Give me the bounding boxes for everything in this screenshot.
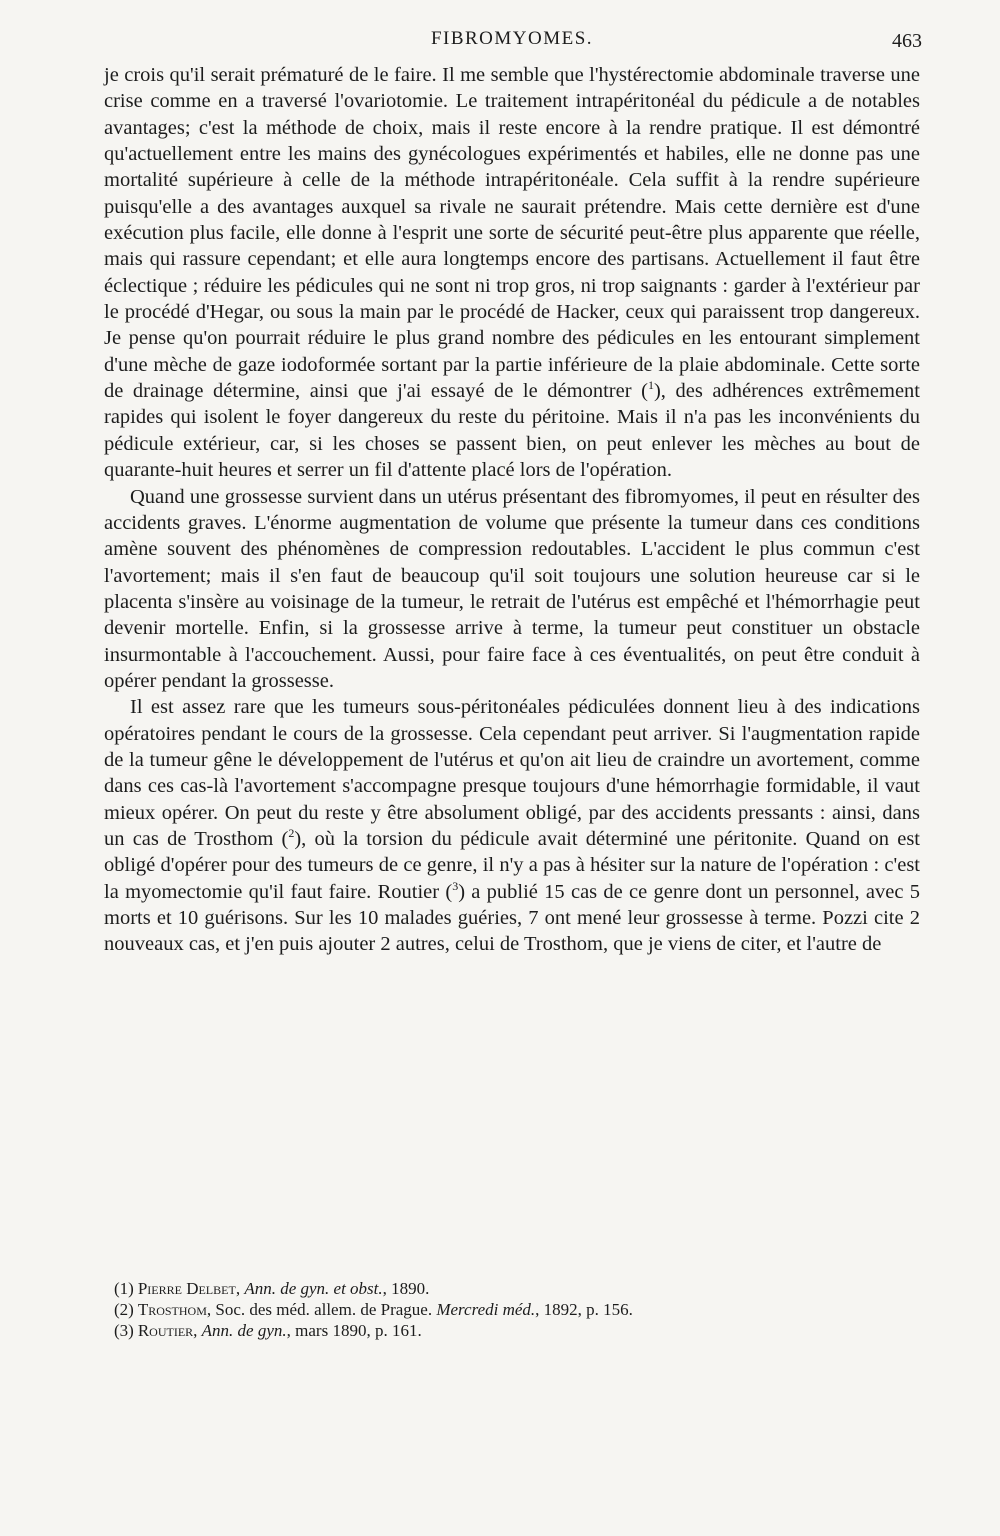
running-head: [104, 24, 920, 52]
footnote-1: [114, 1278, 894, 1299]
footnote-author: Pierre Delbet: [137, 1279, 236, 1298]
footnote-2: [114, 1299, 894, 1320]
running-title: FIBROMYOMES.: [430, 28, 594, 49]
footnotes: [114, 1278, 894, 1341]
footnote-ref-2: 2: [288, 826, 295, 841]
footnote-author: Routier: [137, 1321, 194, 1340]
footnote-journal: Ann. de gyn. et obst.: [244, 1279, 383, 1298]
footnote-mark: (2): [114, 1300, 134, 1319]
footnote-journal: Mercredi méd.: [436, 1300, 536, 1319]
paragraph-3-text-a: Il est assez rare que les tumeurs sous-péritonéales pédiculées donnent lieu à des indications opératoires pendant le cours de la grossesse. Cela cependant peut arriver. Si l'augmentation rapide de la tumeur gêne le développement de l'utérus et qu'on ait lieu de craindre un avortement, comme dans ces cas-là l'avortement s'accompagne presque toujours d'une hémorrhagie formidable, il vaut mieux opérer. On peut du reste y être absolument obligé, par des accidents pressants : ainsi, dans un cas de Trosthom (: [104, 696, 920, 850]
paragraph-3-text-c: ) a publié 15 cas de ce genre dont un personnel, avec 5 morts et 10 guérisons. Sur les 10 malades guéries, 7 ont mené leur grossesse à terme. Pozzi cite 2 nouveaux cas, et j'en puis ajouter 2 autres, celui de Trosthom, que je viens de citer, et l'autre de: [104, 880, 920, 956]
footnote-journal: Ann. de gyn.: [201, 1321, 287, 1340]
footnote-separator: ,: [235, 1279, 245, 1298]
footnote-separator: , Soc. des méd. allem. de Prague.: [206, 1300, 437, 1319]
paragraph-2: Quand une grossesse survient dans un utérus présentant des fibromyomes, il peut en résulter des accidents graves. L'énorme augmentation de volume que présente la tumeur dans ces conditions amène souvent des phénomènes de compression redoutables. L'accident le plus commun c'est l'avortement; mais il s'en faut de beaucoup qu'il soit toujours une solution heureuse car si le placenta s'insère au voisinage de la tumeur, le retrait de l'utérus est empêché et l'hémorrhagie peut devenir mortelle. Enfin, si la grossesse arrive à terme, la tumeur peut constituer un obstacle insurmontable à l'accouchement. Aussi, pour faire face à ces éventualités, on peut être conduit à opérer pendant la grossesse.: [104, 485, 920, 692]
footnote-rest: , mars 1890, p. 161.: [286, 1321, 422, 1340]
footnote-3: [114, 1320, 894, 1341]
paragraph-3: [104, 694, 920, 957]
footnote-mark: (3): [114, 1321, 134, 1340]
footnote-ref-3: 3: [452, 878, 459, 893]
paragraph-1-text-a: je crois qu'il serait prématuré de le faire. Il me semble que l'hystérectomie abdominale traverse une crise comme en a traversé l'ovariotomie. Le traitement intrapéritonéal du pédicule a de notables avantages; c'est la méthode de choix, mais il reste encore à la rendre pratique. Il est démontré qu'actuellement entre les mains des gynécologues expérimentés et habiles, elle ne donne pas une mortalité supérieure à celle de la méthode intrapéritonéale. Cela suffit à la rendre supérieure puisqu'elle a des avantages auxquel sa rivale ne saurait prétendre. Mais cette dernière est d'une exécution plus facile, elle donne à l'esprit une sorte de sécurité peut-être plus apparente que réelle, mais qui rassure cependant; et elle aura longtemps encore des partisans. Actuellement il faut être éclectique ; réduire les pédicules qui ne sont ni trop gros, ni trop saignants : garder à l'extérieur par le procédé d'Hegar, ou sous la main par le procédé de Hacker, ceux qui paraissent trop dangereux. Je pense qu'on pourrait réduire le plus grand nombre des pédicules en les entourant simplement d'une mèche de gaze iodoformée sortant par la partie inférieure de la plaie abdominale. Cette sorte de drainage détermine, ainsi que j'ai essayé de le démontrer (: [104, 64, 920, 403]
body-text: [104, 62, 920, 958]
paragraph-3-text-b: ), où la torsion du pédicule avait déterminé une péritonite. Quand on est obligé d'opérer pour des tumeurs de ce genre, il n'y a pas à hésiter sur la nature de l'opération : c'est la myomectomie qu'il faut faire. Routier (: [104, 827, 920, 903]
footnote-ref-1: 1: [647, 378, 654, 393]
footnote-rest: , 1890.: [382, 1279, 430, 1298]
page-number: 463: [892, 30, 922, 52]
paragraph-1-text-b: ), des adhérences extrêmement rapides qui isolent le foyer dangereux du reste du péritoine. Mais il n'a pas les inconvénients du pédicule extérieur, car, si les choses se passent bien, on peut enlever les mèches au bout de quarante-huit heures et serrer un fil d'attente placé lors de l'opération.: [104, 380, 921, 482]
footnote-mark: (1): [114, 1279, 134, 1298]
paragraph-1: [104, 62, 920, 484]
footnote-rest: , 1892, p. 156.: [535, 1300, 633, 1319]
footnote-separator: ,: [193, 1321, 202, 1340]
footnote-author: Trosthom: [137, 1300, 207, 1319]
